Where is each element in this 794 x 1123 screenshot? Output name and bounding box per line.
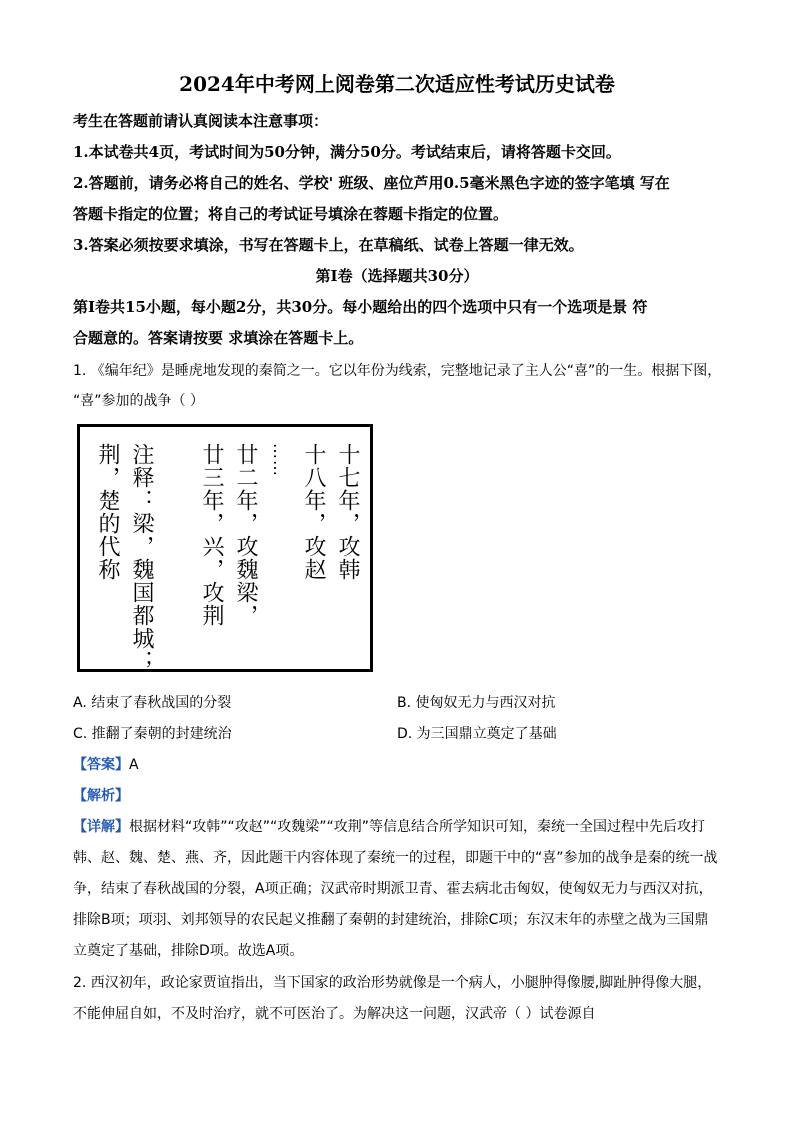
q1-stem-line-1: 1. 《编年纪》是睡虎地发现的秦简之一。它以年份为线索，完整地记录了主人公“喜”的一生。根据下图，: [73, 363, 722, 379]
exam-title: 2024年中考网上阅卷第二次适应性考试历史试卷: [179, 72, 615, 96]
notice-heading: 考生在答题前请认真阅读本注意事项：: [73, 112, 329, 130]
notice-item-3: 3.答案必须按要求填涂，书写在答题卡上，在草稿纸、试卷上答题一律无效。: [73, 236, 584, 254]
q1-figure-bamboo-slip: [77, 424, 373, 672]
notice-item-2: 2.答题前，请务必将自己的姓名、学校' 班级、座位芦用0.5毫米黑色字迹的签字笔填 写在: [73, 174, 670, 192]
figure-col-year-22: 廿二年，攻魏梁，: [233, 443, 258, 627]
figure-col-year-17: 十七年，攻韩: [335, 443, 360, 581]
figure-col-note-cont: 荆，楚的代称: [95, 443, 120, 581]
notice-item-1: 1.本试卷共4页，考试时间为50分钟，满分50分。考试结束后，请将答题卡交回。: [73, 143, 621, 161]
q1-option-b: B. 使匈奴无力与西汉对抗: [397, 695, 556, 711]
q1-option-d: D. 为三国鼎立奠定了基础: [397, 726, 557, 742]
answer-tag: 【答案】: [73, 757, 129, 773]
figure-col-year-18: 十八年，攻赵: [301, 443, 326, 581]
q1-option-c: C. 推翻了秦朝的封建统治: [73, 726, 232, 742]
section-desc-line-1: 第Ⅰ卷共15小题，每小题2分，共30分。每小题给出的四个选项中只有一个选项是景 符: [73, 298, 648, 316]
q1-detail-line-4: 排除B项；项羽、刘邦领导的农民起义推翻了秦朝的封建统治，排除C项；东汉末年的赤壁之战为三国鼎: [73, 912, 709, 928]
q2-stem-line-2: 不能伸屈自如，不及时治疗，就不可医治了。为解决这一问题，汉武帝（ ）试卷源自: [73, 1006, 596, 1022]
q1-detail-line-1: [73, 816, 705, 836]
section-desc-line-2: 合题意的。答案请按要 求填涂在答题卡上。: [73, 329, 364, 347]
answer-value: A: [129, 757, 139, 773]
q1-answer-row: [73, 754, 139, 774]
figure-col-note: 注释：梁，魏国都城；: [129, 443, 154, 673]
q1-stem-line-2: “喜”参加的战争（ ）: [73, 393, 204, 409]
q1-detail-line-5: 立奠定了基础，排除D项。故选A项。: [73, 943, 304, 959]
figure-col-ellipsis: ……: [270, 443, 289, 477]
q1-detail-line-3: 争，结束了春秋战国的分裂，A项正确；汉武帝时期派卫青、霍去病北击匈奴，使匈奴无力与西汉对抗，: [73, 881, 713, 897]
detail-tag: 【详解】: [73, 819, 129, 835]
q1-detail-line-2: 韩、赵、魏、楚、燕、齐，因此题干内容体现了秦统一的过程，即题干中的“喜”参加的战争是秦的统一战: [73, 850, 718, 866]
figure-col-year-23: 廿三年，兴，攻荆: [199, 443, 224, 627]
analysis-tag: 【解析】: [73, 788, 129, 804]
notice-item-2-cont: 答题卡指定的位置；将自己的考试证号填涂在蓉题卡指定的位置。: [73, 205, 509, 223]
detail-text-1: 根据材料“攻韩”“攻赵”“攻魏梁”“攻荆”等信息结合所学知识可知，秦统一全国过程中先后攻打: [129, 819, 706, 835]
section-heading: 第Ⅰ卷（选择题共30分）: [315, 267, 479, 285]
q1-analysis-row: [73, 785, 129, 805]
q2-stem-line-1: 2. 西汉初年，政论家贾谊指出，当下国家的政治形势就像是一个病人，小腿肿得像腰,脚趾肿得像大腿，: [73, 975, 712, 991]
q1-option-a: A. 结束了春秋战国的分裂: [73, 695, 232, 711]
